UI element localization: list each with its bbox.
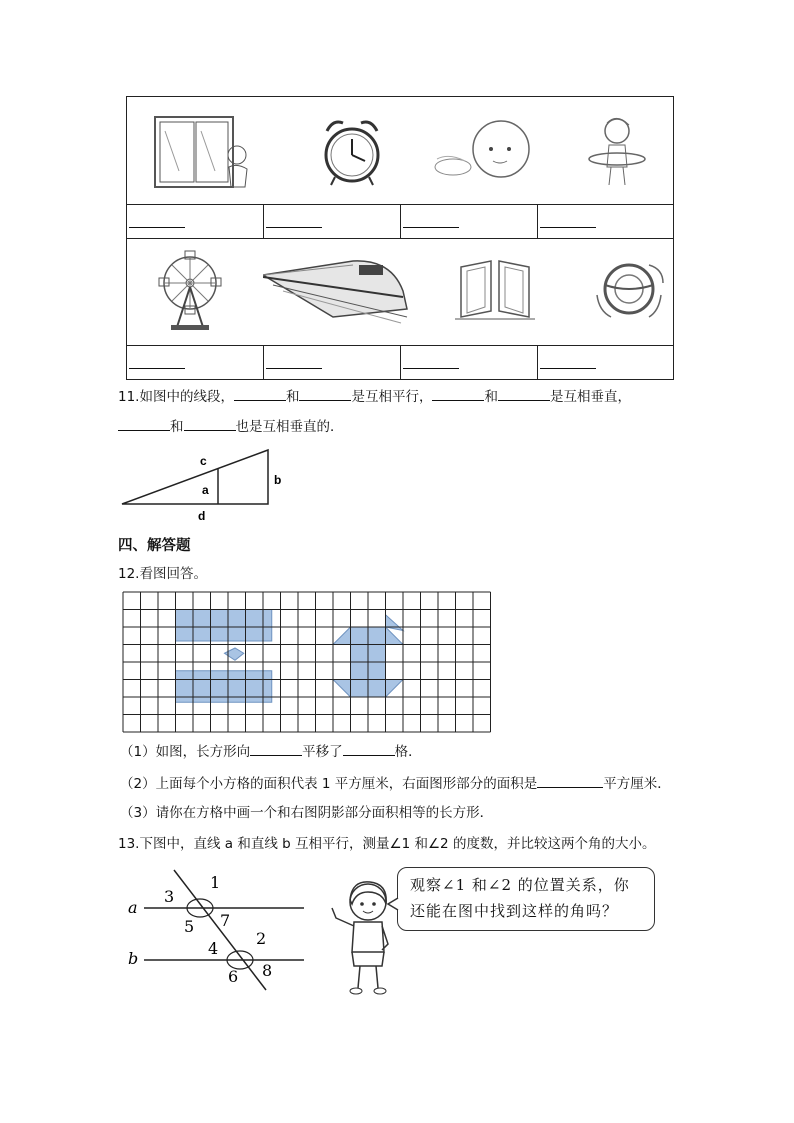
label-b: b <box>274 473 282 487</box>
answer-blank[interactable] <box>432 386 484 401</box>
answer-blank[interactable] <box>266 368 322 369</box>
angle-label: 3 <box>164 887 175 906</box>
alarm-clock-icon <box>319 111 385 189</box>
revolving-door-icon <box>455 257 535 323</box>
section-title: 四、解答题 <box>118 538 191 554</box>
answer-blank[interactable] <box>343 741 395 756</box>
answer-blank[interactable] <box>250 741 302 756</box>
q11-line1: 11.如图中的线段， 和 是互相平行， 和 是互相垂直， <box>118 386 631 407</box>
answer-blank[interactable] <box>403 368 459 369</box>
speech-bubble: 观察∠1 和∠2 的位置关系，你 还能在图中找到这样的角吗？ <box>397 867 655 931</box>
ferris-wheel-icon <box>155 249 225 333</box>
answer-blank[interactable] <box>118 416 170 431</box>
label-c: c <box>200 454 207 468</box>
answer-blank[interactable] <box>299 386 351 401</box>
q12-title: 12.看图回答。 <box>118 566 207 582</box>
q12-sub1: （1）如图，长方形向 平移了 格． <box>120 741 422 762</box>
angle-label: 7 <box>220 911 231 930</box>
q13-title: 13.下图中，直线 a 和直线 b 互相平行，测量∠1 和∠2 的度数，并比较这两个角的大小。 <box>118 836 656 852</box>
angle-label: 1 <box>210 873 221 892</box>
shift-marker <box>225 648 244 660</box>
line-label-a: a <box>128 898 138 917</box>
child-hula-hoop-icon <box>585 113 657 191</box>
answer-blank[interactable] <box>184 416 236 431</box>
angle-label: 6 <box>228 967 239 986</box>
answer-blank[interactable] <box>129 227 185 228</box>
answer-blank[interactable] <box>498 386 550 401</box>
shaded-triangle <box>333 627 351 645</box>
q11-line2: 和 也是互相垂直的． <box>118 416 344 437</box>
answer-blank[interactable] <box>403 227 459 228</box>
answer-blank[interactable] <box>129 368 185 369</box>
angle-label: 5 <box>184 917 195 936</box>
answer-blank[interactable] <box>266 227 322 228</box>
answer-blank[interactable] <box>234 386 286 401</box>
label-d: d <box>198 509 206 523</box>
steering-wheel-icon <box>593 255 673 327</box>
label-a: a <box>202 483 209 497</box>
speech-bubble-tail <box>386 896 400 912</box>
shaded-triangle <box>333 680 351 698</box>
picture-table <box>126 96 674 380</box>
shaded-rectangle-bottom <box>176 671 272 703</box>
answer-blank[interactable] <box>540 227 596 228</box>
high-speed-train-icon <box>263 255 411 327</box>
shaded-rectangle-top <box>176 610 272 642</box>
window-sliding-icon <box>151 111 255 191</box>
q13-parallel-lines-figure <box>124 866 314 994</box>
answer-blank[interactable] <box>537 773 603 788</box>
angle-label: 8 <box>262 961 273 980</box>
line-label-b: b <box>128 949 139 968</box>
answer-blank[interactable] <box>540 368 596 369</box>
shaded-triangle <box>386 680 404 698</box>
q11-triangle-figure <box>118 446 298 524</box>
shaded-triangle <box>386 615 404 631</box>
q12-sub3: （3）请你在方格中画一个和右图阴影部分面积相等的长方形． <box>120 805 494 821</box>
q12-grid[interactable] <box>122 591 492 735</box>
angle-label: 2 <box>256 929 267 948</box>
rolling-ball-icon <box>429 115 539 187</box>
angle-label: 4 <box>208 939 219 958</box>
q12-sub2: （2）上面每个小方格的面积代表 1 平方厘米，右面图形部分的面积是 平方厘米． <box>120 773 671 794</box>
